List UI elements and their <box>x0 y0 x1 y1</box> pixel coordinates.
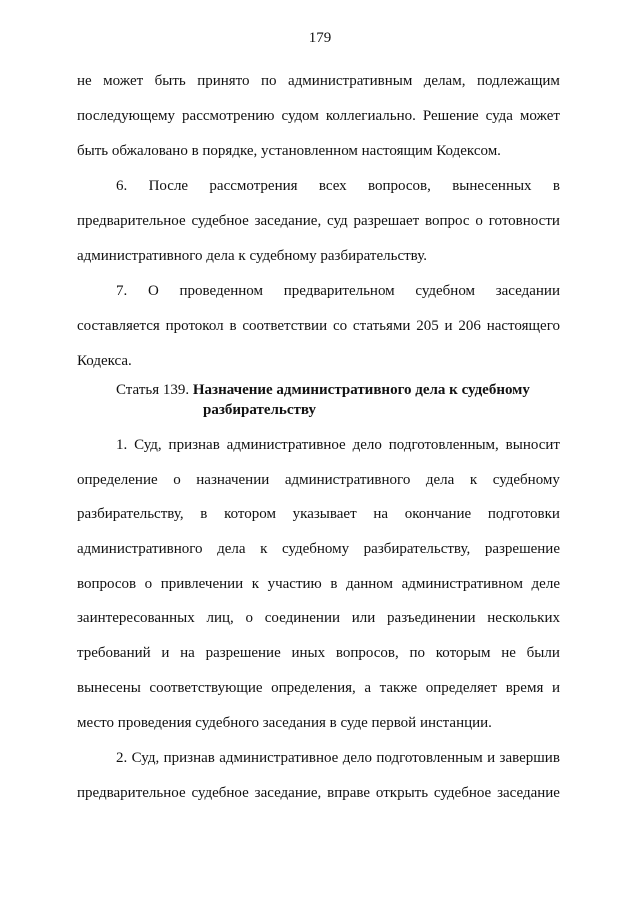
text-line: административного дела к судебному разбирательству, разрешение <box>77 541 560 557</box>
text-line: разбирательству, в котором указывает на окончание подготовки <box>77 506 560 522</box>
text-line: 1. Суд, признав административное дело подготовленным, выносит <box>116 437 560 453</box>
text-line: 6. После рассмотрения всех вопросов, вынесенных в <box>116 178 560 194</box>
text-line: последующему рассмотрению судом коллегиально. Решение суда может <box>77 108 560 124</box>
text-line: место проведения судебного заседания в суде первой инстанции. <box>77 715 492 731</box>
text-line: быть обжаловано в порядке, установленном настоящим Кодексом. <box>77 143 501 159</box>
text-line: требований и на разрешение иных вопросов, по которым не были <box>77 645 560 661</box>
text-line: предварительное судебное заседание, суд разрешает вопрос о готовности <box>77 213 560 229</box>
page-number: 179 <box>308 30 332 46</box>
article-title-line2: разбирательству <box>203 402 316 418</box>
article-title-line1: Назначение административного дела к судебному <box>192 382 530 398</box>
text-line: административного дела к судебному разбирательству. <box>77 248 427 264</box>
text-line: составляется протокол в соответствии со статьями 205 и 206 настоящего <box>77 318 560 334</box>
text-line: 2. Суд, признав административное дело подготовленным и завершив <box>116 750 560 766</box>
text-line: вопросов о привлечении к участию в данном административном деле <box>77 576 560 592</box>
text-line: Кодекса. <box>77 353 132 369</box>
text-line: 7. О проведенном предварительном судебном заседании <box>116 283 560 299</box>
article-number: Статья 139. <box>116 382 190 398</box>
article-heading-cont <box>203 400 316 420</box>
text-line: вынесены соответствующие определения, а также определяет время и <box>77 680 560 696</box>
text-line: определение о назначении административного дела к судебному <box>77 472 560 488</box>
text-line: предварительное судебное заседание, вправе открыть судебное заседание <box>77 785 560 801</box>
text-line: заинтересованных лиц, о соединении или разъединении нескольких <box>77 610 560 626</box>
text-line: не может быть принято по административным делам, подлежащим <box>77 73 560 89</box>
article-heading <box>116 380 530 400</box>
